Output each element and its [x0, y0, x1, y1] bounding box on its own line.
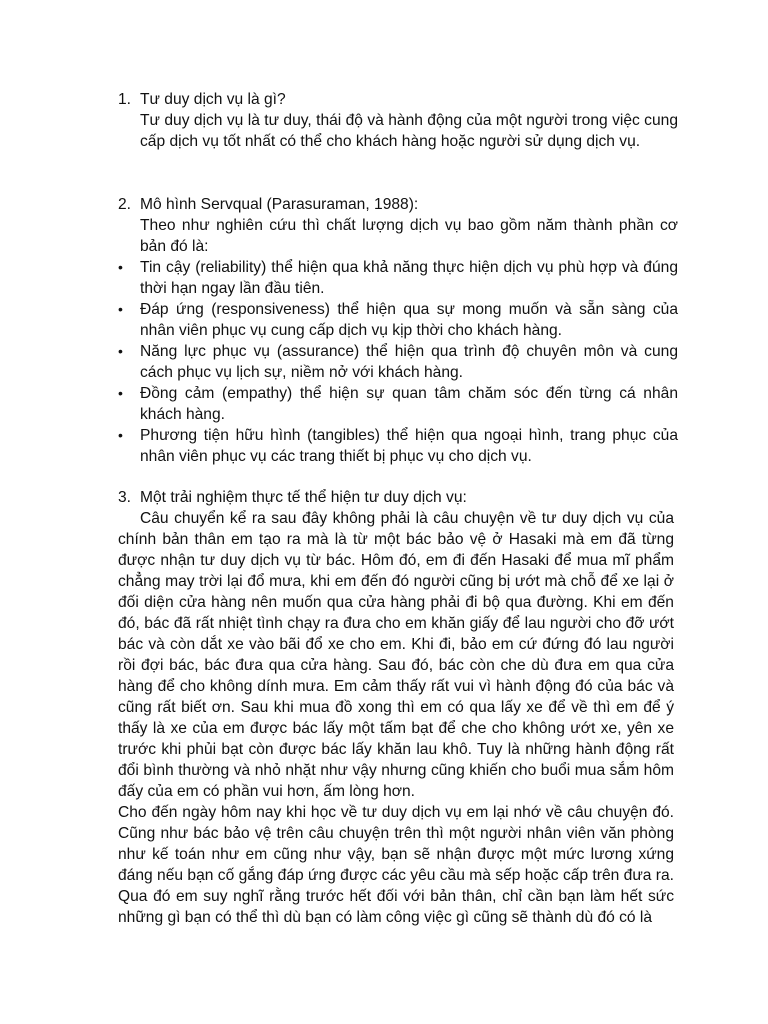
section-3-number: 3.	[118, 489, 132, 506]
bullet-icon: •	[118, 259, 123, 275]
section-1-heading-row	[118, 89, 678, 110]
section-1-text: Tư duy dịch vụ là tư duy, thái độ và hành động của một người trong việc cung cấp dịch vụ tốt nhất có thể cho khách hàng hoặc người sử dụng dịch vụ.	[140, 112, 678, 150]
bullet-text: Năng lực phục vụ (assurance) thể hiện qua trình độ chuyên môn và cung cách phục vụ lịch sự, niềm nở với khách hàng.	[140, 343, 678, 381]
story-paragraph: Câu chuyển kể ra sau đây không phải là câu chuyện về tư duy dịch vụ của chính bản thân em tạo ra mà là từ một bác bảo vệ ở Hasaki mà em đã từng được nhận tư duy dịch vụ từ bác. Hôm đó, em đi đến Hasaki để mua mĩ phẩm chẳng may trời lại đổ mưa, khi em đến đó người cũng bị ướt mà chỗ để xe lại ở đối diện cửa hàng nên muốn qua cửa hàng phải đi bộ qua đường. Khi em đến đó, bác đã rất nhiệt tình chạy ra đưa cho em khăn giấy để lau người cho đỡ ướt bác và còn dắt xe vào bãi đổ xe cho em. Khi đi, bảo em cứ đứng đó lau người rồi đợi bác, bác đưa qua cửa hàng. Sau đó, bác còn che dù đưa em qua cửa hàng để cho không dính mưa. Em cảm thấy rất vui vì hành động đó của bác và cũng rất biết ơn. Sau khi mua đồ xong thì em có qua lấy xe để về thì em để ý thấy là xe của em được bác lấy một tấm bạt để che cho không ướt xe, yên xe trước khi phủi bạt còn được bác lấy khăn lau khô. Tuy là những hành động rất đổi bình thường và nhỏ nhặt như vậy nhưng cũng khiến cho buổi mua sắm hôm đấy của em có phần vui hơn, ấm lòng hơn.	[118, 510, 674, 800]
bullet-text: Tin cậy (reliability) thể hiện qua khả năng thực hiện dịch vụ phù hợp và đúng thời hạn ngay lần đầu tiên.	[140, 259, 678, 297]
list-item	[118, 341, 678, 383]
bullet-icon: •	[118, 385, 123, 401]
list-item	[118, 425, 678, 467]
list-item	[118, 257, 678, 299]
section-2	[118, 194, 678, 467]
section-2-heading: Mô hình Servqual (Parasuraman, 1988):	[140, 196, 419, 213]
reflection-paragraph: Cho đến ngày hôm nay khi học về tư duy dịch vụ em lại nhớ về câu chuyện đó. Cũng như bác bảo vệ trên câu chuyện trên thì một người nhân viên văn phòng như kế toán như em cũng như vậy, bạn sẽ nhận được một mức lương xứng đáng nếu bạn cố gắng đáp ứng được các yêu cầu mà sếp hoặc cấp trên đưa ra. Qua đó em suy nghĩ rằng trước hết đối với bản thân, chỉ cần bạn làm hết sức những gì bạn có thể thì dù bạn có làm công việc gì cũng sẽ thành dù đó có là	[118, 804, 674, 926]
bullet-icon: •	[118, 343, 123, 359]
bullet-icon: •	[118, 427, 123, 443]
section-3-heading: Một trải nghiệm thực tế thể hiện tư duy dịch vụ:	[140, 489, 467, 506]
section-1-number: 1.	[118, 91, 132, 108]
bullet-icon: •	[118, 301, 123, 317]
section-1-heading: Tư duy dịch vụ là gì?	[140, 91, 286, 108]
bullet-text: Đáp ứng (responsiveness) thể hiện qua sự mong muốn và sẵn sàng của nhân viên phục vụ cung cấp dịch vụ kịp thời cho khách hàng.	[140, 301, 678, 339]
section-3	[118, 487, 678, 508]
section-2-number: 2.	[118, 196, 132, 213]
section-3-body	[118, 508, 674, 928]
servqual-bullet-list	[118, 257, 678, 467]
section-1	[118, 89, 678, 152]
list-item	[118, 383, 678, 425]
bullet-text: Đồng cảm (empathy) thể hiện sự quan tâm chăm sóc đến từng cá nhân khách hàng.	[140, 385, 678, 423]
section-2-heading-row	[118, 194, 678, 215]
bullet-text: Phương tiện hữu hình (tangibles) thể hiện qua ngoại hình, trang phục của nhân viên phục vụ các trang thiết bị phục vụ cho dịch vụ.	[140, 427, 678, 465]
section-2-intro: Theo như nghiên cứu thì chất lượng dịch vụ bao gồm năm thành phần cơ bản đó là:	[140, 217, 678, 255]
section-3-heading-row	[118, 487, 678, 508]
list-item	[118, 299, 678, 341]
